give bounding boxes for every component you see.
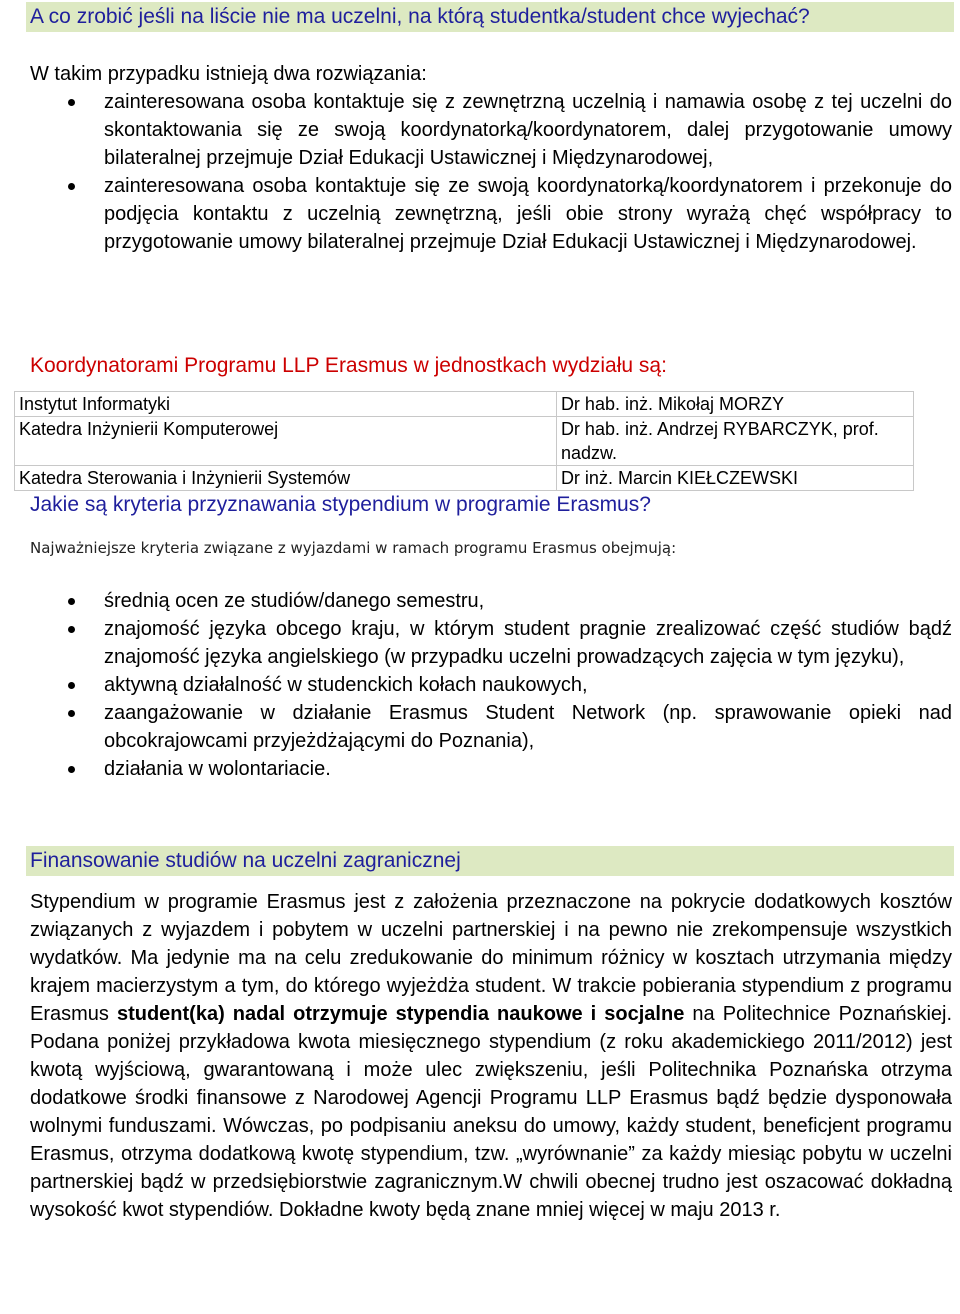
list-item: zainteresowana osoba kontaktuje się z zewnętrzną uczelnią i namawia osobę z tej uczelni do skontaktowania się ze swoją koordynatorką/koordynatorem, dalej przygotowanie umowy bilateralnej przejmuje Dział Edukacji Ustawicznej i Międzynarodowej, <box>30 88 952 172</box>
table-row <box>15 417 914 466</box>
person-cell: Dr hab. inż. Andrzej RYBARCZYK, prof. nadzw. <box>556 417 913 466</box>
financing-text-bold: student(ka) nadal otrzymuje stypendia naukowe i socjalne <box>116 1003 685 1025</box>
list-item: zainteresowana osoba kontaktuje się ze swoją koordynatorką/koordynatorem i przekonuje do podjęcia kontaktu z uczelnią zewnętrzną, jeśli obie strony wyrażą chęć współpracy to przygotowanie umowy bilateralnej przejmuje Dział Edukacji Ustawicznej i Międzynarodowej. <box>30 172 952 256</box>
section-heading-criteria: Jakie są kryteria przyznawania stypendium w programie Erasmus? <box>30 493 651 516</box>
criteria-intro: Najważniejsze kryteria związane z wyjazdami w ramach programu Erasmus obejmują: <box>30 539 677 557</box>
financing-text-end: na Politechnice Poznańskiej. Podana poniżej przykładowa kwota miesięcznego stypendium (z roku akademickiego 2011/2012) jest kwotą wyjściową, gwarantowaną i może ulec zwiększeniu, jeśli Politechnika Poznańska otrzyma dodatkowe środki finansowe z Narodowej Agencji Programu LLP Erasmus bądź będzie dysponowała wolnymi funduszami. Wówczas, po podpisaniu aneksu do umowy, każdy student, beneficjent programu Erasmus, otrzyma dodatkową kwotę stypendium, tzw. „wyrównanie” za każdy miesiąc pobytu w uczelni partnerskiej bądź w przedsiębiorstwie zagranicznym.W chwili obecnej trudno jest oszacować dokładną wysokość kwot stypendiów. Dokładne kwoty będą znane mniej więcej w maju 2013 r. <box>30 1003 953 1221</box>
list-item: działania w wolontariacie. <box>30 755 952 783</box>
intro-two-solutions: W takim przypadku istnieją dwa rozwiązania: <box>30 63 427 85</box>
list-item: aktywną działalność w studenckich kołach naukowych, <box>30 671 952 699</box>
section-heading-financing: Finansowanie studiów na uczelni zagranicznej <box>26 846 954 876</box>
list-item: znajomość języka obcego kraju, w którym student pragnie zrealizować część studiów bądź znajomość języka angielskiego (w przypadku uczelni prowadzących zajęcia w tym języku), <box>30 615 952 671</box>
section-heading-no-university: A co zrobić jeśli na liście nie ma uczelni, na którą studentka/student chce wyjechać? <box>26 2 954 32</box>
solutions-list <box>30 88 952 256</box>
list-item: średnią ocen ze studiów/danego semestru, <box>30 587 952 615</box>
person-cell: Dr hab. inż. Mikołaj MORZY <box>556 392 913 417</box>
person-cell: Dr inż. Marcin KIEŁCZEWSKI <box>556 466 913 491</box>
table-row <box>15 466 914 491</box>
unit-cell: Katedra Inżynierii Komputerowej <box>15 417 557 466</box>
list-item: zaangażowanie w działanie Erasmus Student Network (np. sprawowanie opieki nad obcokrajowcami przyjeżdżającymi do Poznania), <box>30 699 952 755</box>
section-heading-coordinators: Koordynatorami Programu LLP Erasmus w jednostkach wydziału są: <box>30 354 667 377</box>
table-row <box>15 392 914 417</box>
unit-cell: Katedra Sterowania i Inżynierii Systemów <box>15 466 557 491</box>
coordinators-table <box>14 391 914 491</box>
financing-text-start: Stypendium w programie Erasmus jest z założenia przeznaczone na pokrycie dodatkowych kosztów związanych z wyjazdem i pobytem w uczelni partnerskiej i na pewno nie zrekompensuje wszystkich wydatków. Ma jedynie ma na celu zredukowanie do minimum różnicy w kosztach utrzymania między krajem macierzystym a tym, do którego wyjeżdża student. W trakcie pobierania stypendium z programu Erasmus <box>30 891 952 1025</box>
unit-cell: Instytut Informatyki <box>15 392 557 417</box>
criteria-list <box>30 587 952 783</box>
financing-paragraph <box>30 888 952 1224</box>
